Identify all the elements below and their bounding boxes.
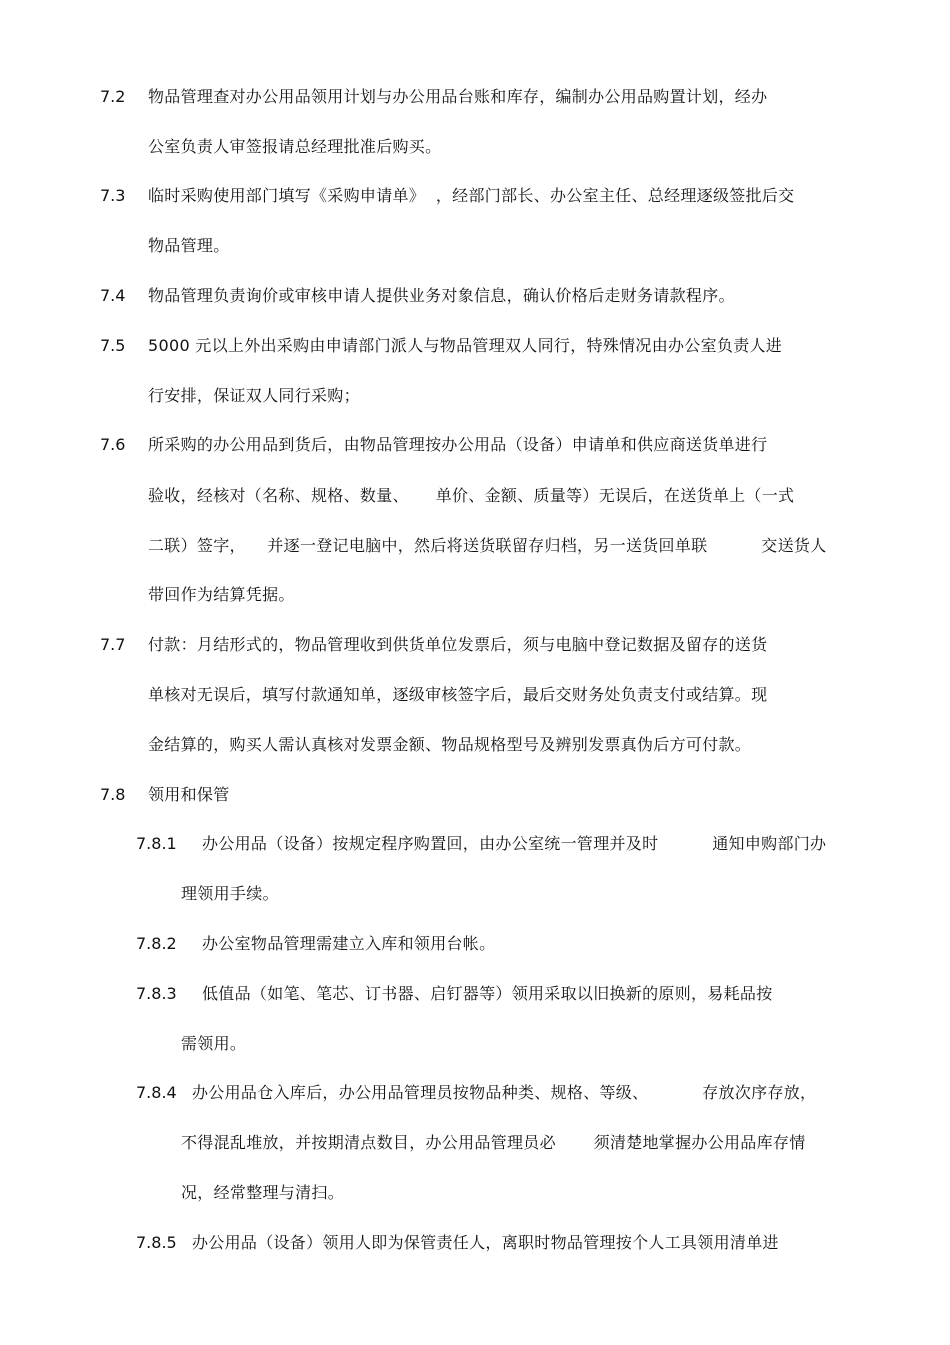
paragraph-line: 带回作为结算凭据。 bbox=[148, 585, 295, 604]
paragraph-line: 办公室物品管理需建立入库和领用台帐。 bbox=[202, 934, 496, 953]
paragraph-line: 金结算的，购买人需认真核对发票金额、物品规格型号及辨别发票真伪后方可付款。 bbox=[148, 735, 752, 754]
paragraph-line: 低值品（如笔、笔芯、订书器、启钉器等）领用采取以旧换新的原则，易耗品按 bbox=[202, 984, 773, 1003]
subsection-number: 7.8.5 bbox=[136, 1233, 177, 1252]
paragraph-line: 二联）签字， 并逐一登记电脑中，然后将送货联留存归档，另一送货回单联 交送货人 bbox=[148, 536, 827, 555]
section-number: 7.7 bbox=[100, 635, 126, 654]
subsection-number: 7.8.2 bbox=[136, 934, 177, 953]
paragraph-line: 验收，经核对（名称、规格、数量、 单价、金额、质量等）无误后，在送货单上（一式 bbox=[148, 486, 795, 505]
paragraph-line: 单核对无误后，填写付款通知单，逐级审核签字后，最后交财务处负责支付或结算。现 bbox=[148, 685, 768, 704]
paragraph-line: 理领用手续。 bbox=[181, 884, 279, 903]
subsection-number: 7.8.1 bbox=[136, 834, 177, 853]
paragraph-line: 办公用品（设备）领用人即为保管责任人，离职时物品管理按个人工具领用清单进 bbox=[192, 1233, 779, 1252]
section-number: 7.3 bbox=[100, 186, 126, 205]
paragraph-line: 付款：月结形式的，物品管理收到供货单位发票后，须与电脑中登记数据及留存的送货 bbox=[148, 635, 768, 654]
subsection-number: 7.8.3 bbox=[136, 984, 177, 1003]
section-number: 7.8 bbox=[100, 785, 126, 804]
paragraph-line: 物品管理查对办公用品领用计划与办公用品台账和库存，编制办公用品购置计划，经办 bbox=[148, 87, 768, 106]
section-number: 7.2 bbox=[100, 87, 126, 106]
subsection-number: 7.8.4 bbox=[136, 1083, 177, 1102]
paragraph-line: 办公用品（设备）按规定程序购置回，由办公室统一管理并及时 通知申购部门办 bbox=[202, 834, 827, 853]
section-number: 7.4 bbox=[100, 286, 126, 305]
paragraph-line: 所采购的办公用品到货后，由物品管理按办公用品（设备）申请单和供应商送货单进行 bbox=[148, 435, 768, 454]
paragraph-line: 物品管理。 bbox=[148, 236, 230, 255]
paragraph-line: 5000 元以上外出采购由申请部门派人与物品管理双人同行，特殊情况由办公室负责人进 bbox=[148, 336, 783, 355]
paragraph-line: 不得混乱堆放，并按期清点数目，办公用品管理员必 须清楚地掌握办公用品库存情 bbox=[181, 1133, 806, 1152]
paragraph-line: 物品管理负责询价或审核申请人提供业务对象信息，确认价格后走财务请款程序。 bbox=[148, 286, 735, 305]
paragraph-line: 况，经常整理与清扫。 bbox=[181, 1183, 345, 1202]
section-number: 7.5 bbox=[100, 336, 126, 355]
paragraph-line: 临时采购使用部门填写《采购申请单》 ，经部门部长、办公室主任、总经理逐级签批后交 bbox=[148, 186, 795, 205]
paragraph-line: 办公用品仓入库后，办公用品管理员按物品种类、规格、等级、 存放次序存放， bbox=[192, 1083, 817, 1102]
paragraph-line: 需领用。 bbox=[181, 1034, 247, 1053]
section-number: 7.6 bbox=[100, 435, 126, 454]
section-heading: 领用和保管 bbox=[148, 785, 230, 804]
paragraph-line: 行安排，保证双人同行采购； bbox=[148, 386, 360, 405]
paragraph-line: 公室负责人审签报请总经理批准后购买。 bbox=[148, 137, 442, 156]
